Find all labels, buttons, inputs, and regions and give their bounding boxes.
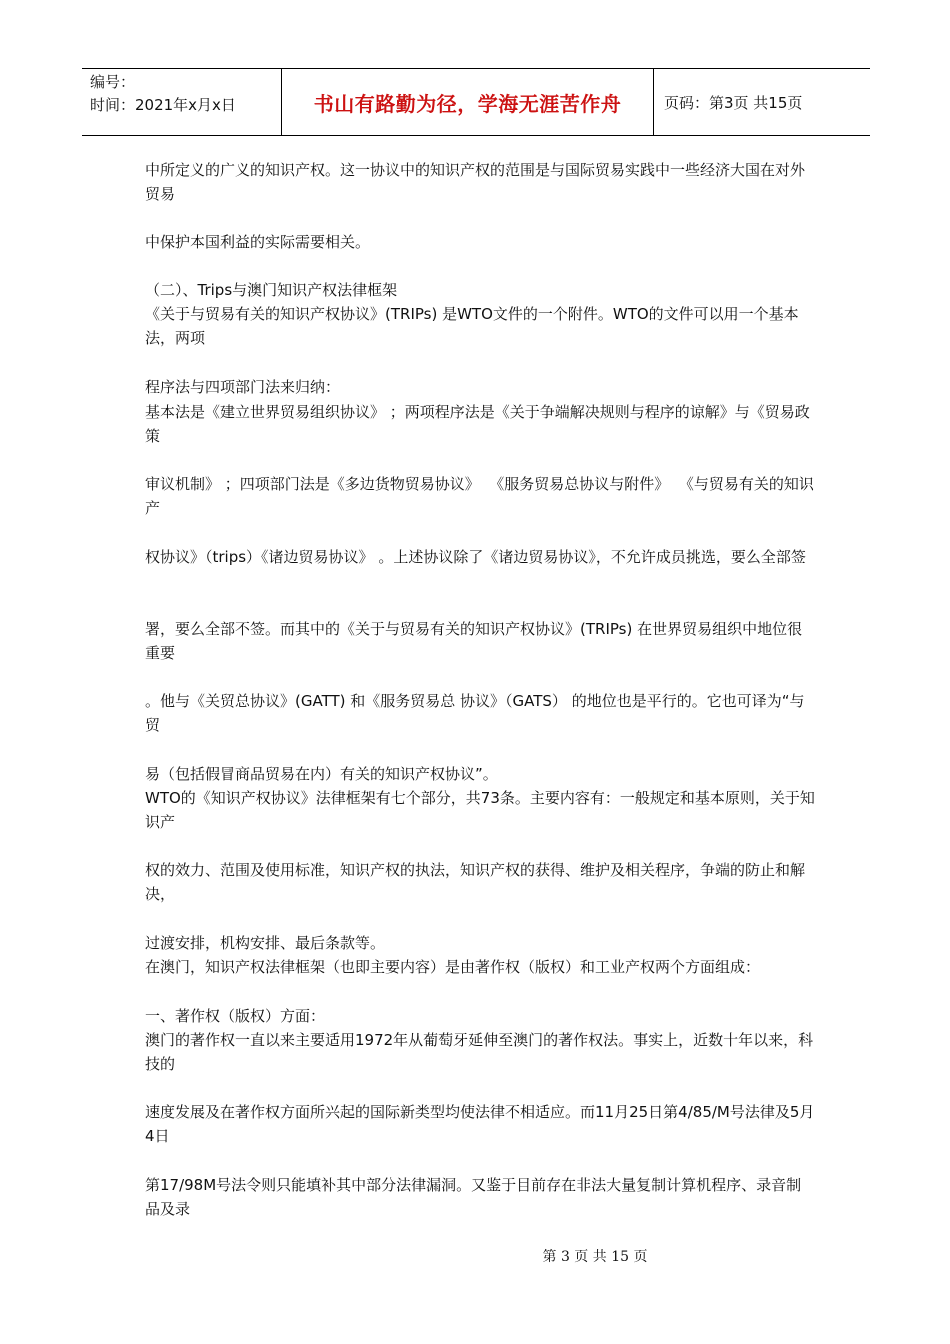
header-motto: 书山有路勤为径，学海无涯苦作舟: [313, 91, 622, 116]
section-heading: 一、著作权（版权）方面：: [145, 1007, 326, 1025]
paragraph: 基本法是《建立世界贸易组织协议》 ；两项程序法是《关于争端解决规则与程序的谅解》与《贸易政策: [145, 403, 810, 445]
paragraph: 权的效力、范围及使用标准，知识产权的执法，知识产权的获得、维护及相关程序，争端的防止和解决，: [145, 861, 806, 903]
paragraph: 《关于与贸易有关的知识产权协议》(TRIPs) 是WTO文件的一个附件。WTO的文件可以用一个基本法，两项: [145, 305, 799, 347]
paragraph: 易（包括假冒商品贸易在内）有关的知识产权协议”。: [145, 765, 498, 783]
paragraph: 过渡安排，机构安排、最后条款等。: [145, 934, 386, 952]
paragraph: 中所定义的广义的知识产权。这一协议中的知识产权的范围是与国际贸易实践中一些经济大国在对外贸易: [145, 161, 806, 203]
header-meta-cell: [82, 69, 282, 135]
paragraph: 程序法与四项部门法来归纳：: [145, 378, 341, 396]
paragraph: 权协议》（trips）《诸边贸易协议》 。上述协议除了《诸边贸易协议》，不允许成员挑选，要么全部签: [145, 548, 806, 566]
section-heading: （二）、Trips与澳门知识产权法律框架: [145, 281, 398, 299]
header-page-cell: [654, 69, 870, 135]
paragraph: 中保护本国利益的实际需要相关。: [145, 233, 371, 251]
paragraph: 速度发展及在著作权方面所兴起的国际新类型均使法律不相适应。而11月25日第4/85/M号法律及5月4日: [145, 1103, 815, 1145]
paragraph: 。他与《关贸总协议》(GATT) 和《服务贸易总 协议》（GATS） 的地位也是平行的。它也可译为“与贸: [145, 692, 805, 734]
header-page-code: 页码：第3页 共15页: [664, 93, 803, 112]
paragraph: 审议机制》 ；四项部门法是《多边货物贸易协议》 《服务贸易总协议与附件》 《与贸易有关的知识产: [145, 475, 814, 517]
paragraph: 在澳门，知识产权法律框架（也即主要内容）是由著作权（版权）和工业产权两个方面组成：: [145, 958, 761, 976]
paragraph: 署，要么全部不签。而其中的《关于与贸易有关的知识产权协议》(TRIPs) 在世界贸易组织中地位很重要: [145, 620, 803, 662]
document-header: [82, 68, 870, 136]
paragraph: 澳门的著作权一直以来主要适用1972年从葡萄牙延伸至澳门的著作权法。事实上，近数十年以来，科技的: [145, 1031, 814, 1073]
paragraph: 第17/98M号法令则只能填补其中部分法律漏洞。又鉴于目前存在非法大量复制计算机程序、录音制品及录: [145, 1176, 802, 1218]
page-footer: [0, 1246, 950, 1266]
header-motto-cell: [282, 69, 654, 135]
footer-page-number: 第 3 页 共 15 页: [542, 1249, 648, 1265]
document-time-label: 时间：2021年x月x日: [90, 96, 236, 114]
document-number-label: 编号：: [90, 73, 136, 91]
paragraph: WTO的《知识产权协议》法律框架有七个部分，共73条。主要内容有：一般规定和基本原则，关于知识产: [145, 789, 815, 831]
